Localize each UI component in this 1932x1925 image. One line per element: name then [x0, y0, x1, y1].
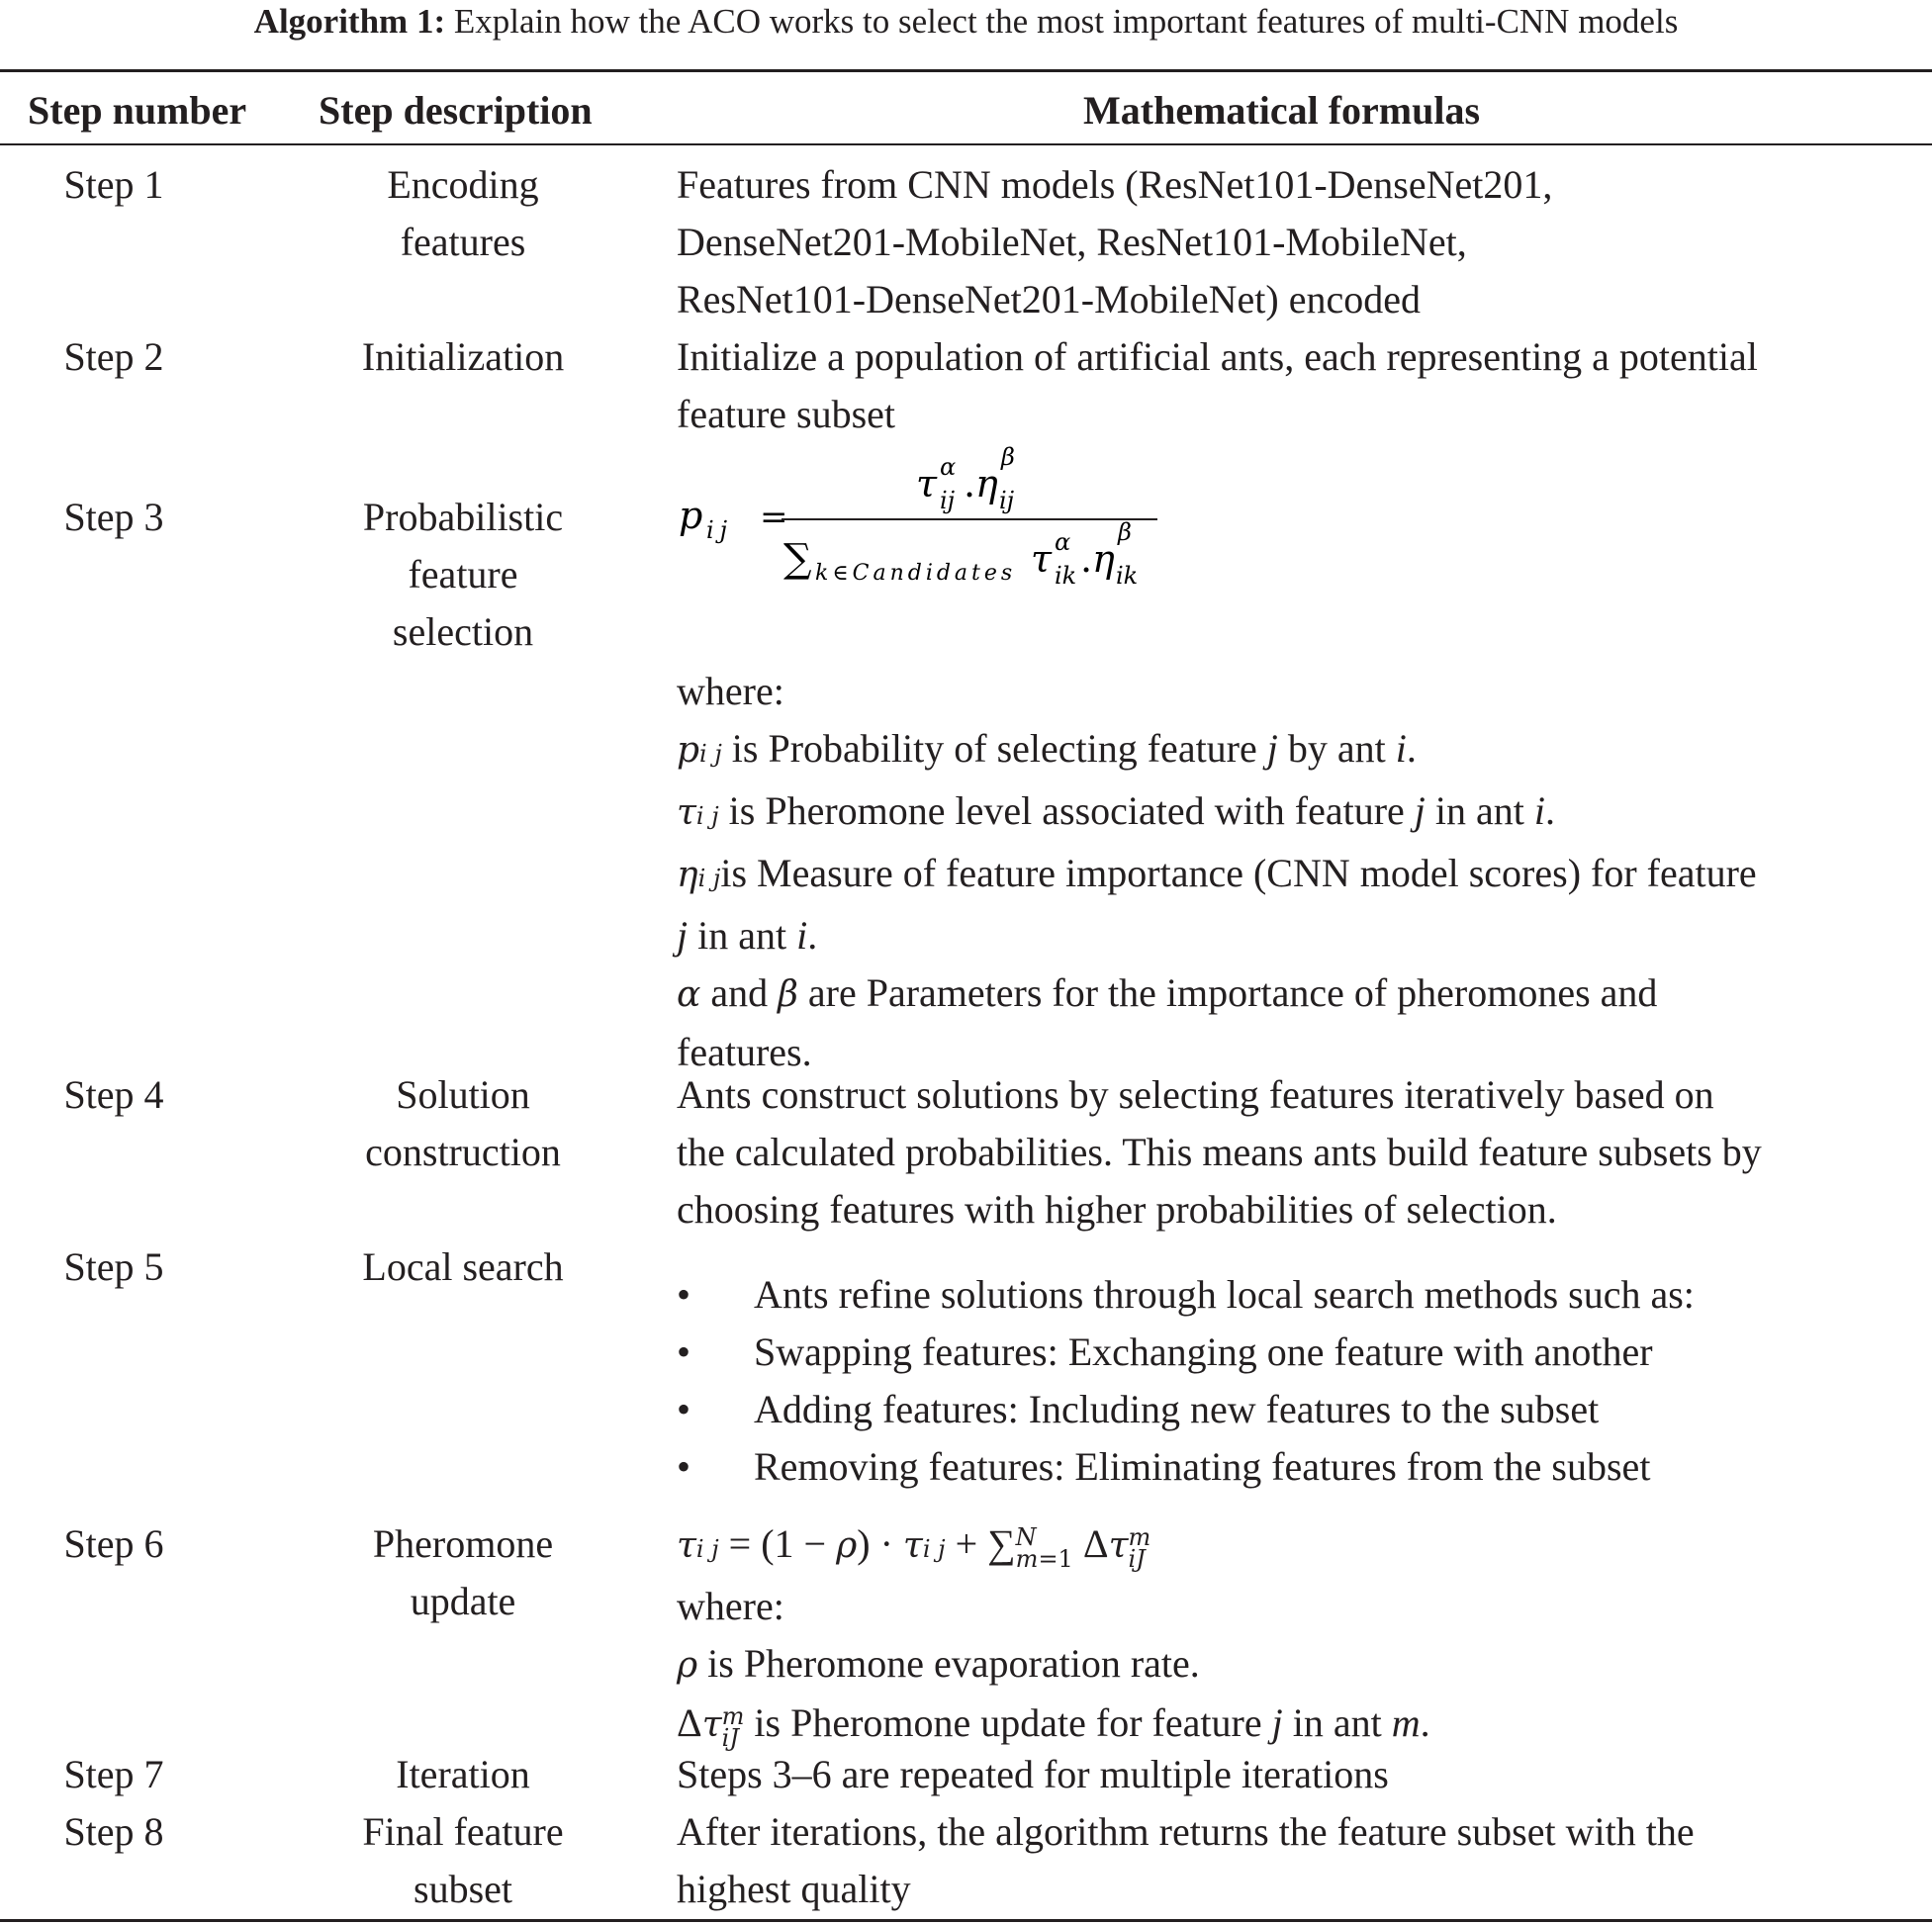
bullet-icon: • [677, 1272, 691, 1317]
step-number: Step 7 [63, 1752, 164, 1796]
formula-line: Steps 3–6 are repeated for multiple iterations [677, 1752, 1389, 1796]
formula-line: choosing features with higher probabilities of selection. [677, 1187, 1557, 1232]
sum-symbol: ∑ [783, 536, 812, 582]
step-number: Step 6 [63, 1521, 164, 1566]
svg-text:η: η [975, 462, 998, 505]
list-item: • Removing features: Eliminating features from the subset [677, 1438, 1923, 1496]
where-label: where: [677, 669, 784, 713]
header-step-description: Step description [319, 88, 593, 133]
equation-lhs-sub: ij [706, 516, 734, 544]
fraction-denominator [783, 518, 1138, 584]
caption-label: Algorithm 1: [253, 2, 446, 41]
step-description-line: feature [408, 552, 518, 596]
definition-line: τi j is Pheromone level associated with feature j in ant i. [677, 788, 1556, 833]
equation-lhs: p [679, 494, 703, 537]
step-description-line: Initialization [361, 334, 565, 379]
definition-line: features. [677, 1030, 812, 1074]
step-description-line: Iteration [396, 1752, 530, 1796]
formula-line: the calculated probabilities. This means ants build feature subsets by [677, 1130, 1762, 1174]
caption-text: Explain how the ACO works to select the most important features of multi-CNN models [453, 2, 1679, 41]
formula-line: After iterations, the algorithm returns the feature subset with the [677, 1809, 1695, 1854]
step-description [305, 1746, 621, 1803]
svg-text:β: β [1001, 443, 1015, 471]
step-formula [677, 328, 1923, 443]
bullet-icon: • [677, 1444, 691, 1489]
step-description-line: Solution [396, 1072, 530, 1117]
formula-line: Initialize a population of artificial ants, each representing a potential [677, 334, 1758, 379]
svg-text:ij: ij [940, 487, 956, 514]
list-item: • Swapping features: Exchanging one feature with another [677, 1324, 1923, 1381]
step-number: Step 3 [63, 495, 164, 539]
table-bottom-rule [0, 1919, 1932, 1922]
definition-line: ρ is Pheromone evaporation rate. [677, 1641, 1200, 1686]
formula-line: DenseNet201-MobileNet, ResNet101-MobileNet, [677, 220, 1467, 264]
svg-text:η: η [1092, 537, 1115, 581]
probability-fraction [677, 435, 1428, 584]
equation-equals: = [760, 498, 788, 537]
step-number: Step 4 [63, 1072, 164, 1117]
step-formula-definitions [677, 663, 1923, 1081]
probability-equation [677, 435, 1923, 673]
step-number: Step 5 [63, 1244, 164, 1289]
step-number: Step 1 [63, 162, 164, 207]
formula-line: Features from CNN models (ResNet101-DenseNet201, [677, 162, 1553, 207]
definition-line: α and β are Parameters for the importance of pheromones and [677, 970, 1658, 1015]
definition-line: pi j is Probability of selecting feature j by ant i. [677, 726, 1417, 771]
pheromone-update-formula [677, 1515, 1923, 1754]
step-description-line: Encoding [387, 162, 539, 207]
header-step-number: Step number [28, 88, 247, 133]
step-description-line: Probabilistic [362, 495, 564, 539]
step-description [305, 1515, 621, 1630]
where-label: where: [677, 1584, 784, 1628]
table-header-rule [0, 143, 1932, 145]
definition-line: j in ant i. [677, 913, 818, 958]
svg-text:τ: τ [916, 462, 938, 505]
svg-text:α: α [1055, 528, 1071, 556]
definition-line: ηi jis Measure of feature importance (CNN model scores) for feature [677, 851, 1757, 895]
svg-text:ik: ik [1116, 562, 1139, 584]
bullet-icon: • [677, 1329, 691, 1374]
svg-text:α: α [940, 453, 957, 481]
step-description-line: Final feature [362, 1809, 564, 1854]
svg-text:ik: ik [1055, 562, 1077, 584]
definition-line: Δτ m iJ is Pheromone update for feature j in ant m. [677, 1700, 1430, 1752]
fraction-numerator [916, 443, 1015, 514]
step-formula [677, 1803, 1923, 1918]
step-formula [677, 1066, 1923, 1238]
step-description [305, 156, 621, 271]
formula-line: feature subset [677, 392, 896, 436]
svg-text:.: . [1080, 537, 1093, 581]
table-caption [0, 2, 1932, 42]
list-item: • Adding features: Including new features to the subset [677, 1381, 1923, 1438]
step-formula [677, 1746, 1923, 1803]
step-description [305, 489, 621, 661]
step-description [305, 1066, 621, 1181]
list-item: • Ants refine solutions through local search methods such as: [677, 1266, 1923, 1324]
step-description [305, 1803, 621, 1918]
formula-line: ResNet101-DenseNet201-MobileNet) encoded [677, 277, 1421, 321]
step-description-line: update [410, 1579, 516, 1623]
pheromone-equation: τi j = (1 − ρ) · τi j + ∑ N m=1 Δτ m iJ [677, 1521, 1151, 1573]
step-description-line: Local search [362, 1244, 564, 1289]
svg-text:ij: ij [999, 487, 1015, 514]
sum-subscript: k∈Candidates [815, 561, 1017, 584]
step-description-line: Pheromone [372, 1521, 554, 1566]
svg-text:τ: τ [1031, 537, 1053, 581]
formula-line: highest quality [677, 1867, 911, 1911]
svg-text:β: β [1118, 518, 1132, 546]
step-description-line: subset [414, 1867, 512, 1911]
header-mathematical-formulas: Mathematical formulas [1083, 88, 1481, 133]
step-description [305, 1238, 621, 1296]
formula-line: Ants construct solutions by selecting features iteratively based on [677, 1072, 1714, 1117]
table-top-rule [0, 69, 1932, 72]
step-description-line: selection [392, 609, 534, 654]
step-description-line: construction [365, 1130, 561, 1174]
step-formula [677, 156, 1923, 328]
svg-text:.: . [964, 462, 976, 505]
step-description-line: features [400, 220, 526, 264]
local-search-bullets [677, 1266, 1923, 1496]
bullet-icon: • [677, 1387, 691, 1431]
step-number: Step 8 [63, 1809, 164, 1854]
step-description [305, 328, 621, 386]
step-number: Step 2 [63, 334, 164, 379]
